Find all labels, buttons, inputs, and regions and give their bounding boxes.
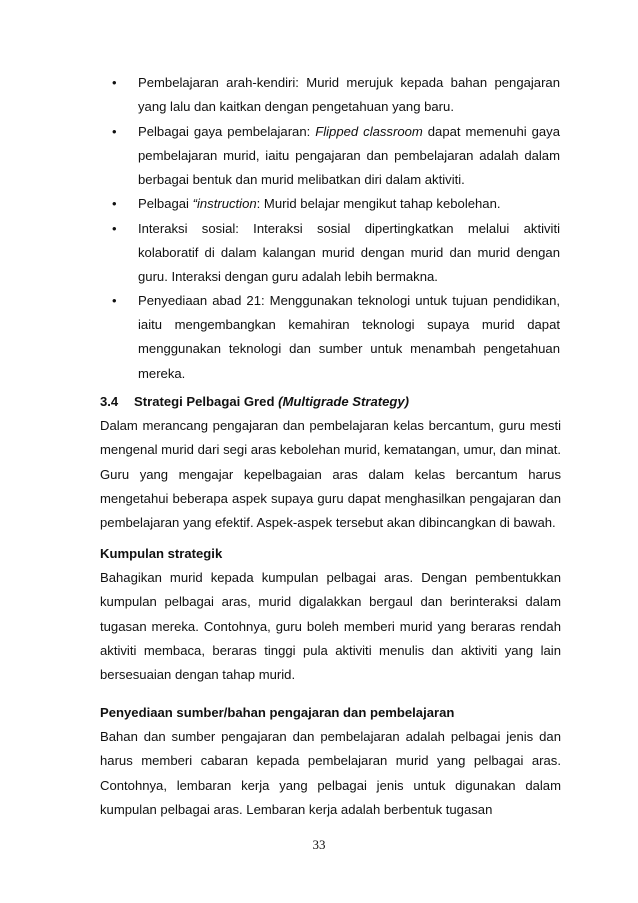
bullet-text: Pelbagai gaya pembelajaran:: [138, 124, 316, 139]
bullet-text: Pelbagai: [138, 196, 193, 211]
bullet-item: [100, 192, 560, 216]
bullet-icon: •: [112, 75, 117, 90]
bullet-icon: •: [112, 293, 117, 308]
bullet-text: Interaksi sosial: Interaksi sosial dipertingkatkan melalui aktiviti kolaboratif di dalam kalangan murid dengan murid dan murid dengan guru. Interaksi dengan guru adalah lebih bermakna.: [138, 221, 560, 285]
section-body: Dalam merancang pengajaran dan pembelajaran kelas bercantum, guru mesti mengenal murid dari segi aras kebolehan murid, kematangan, umur, dan minat. Guru yang mengajar kepelbagaian aras dalam kelas bercantum harus mengetahui beberapa aspek supaya guru dapat menghasilkan pengajaran dan pembelajaran yang efektif. Aspek-aspek tersebut akan dibincangkan di bawah.: [100, 418, 561, 531]
section-title: Strategi Pelbagai Gred: [134, 394, 279, 409]
subsection-heading: Kumpulan strategik: [100, 546, 223, 561]
page-number: 33: [312, 837, 326, 852]
bullet-text: Pembelajaran arah-kendiri: Murid merujuk kepada bahan pengajaran yang lalu dan kaitkan dengan pengetahuan yang baru.: [138, 75, 560, 115]
bullet-text-italic: “instruction: [192, 196, 257, 211]
section-3-4: [100, 390, 561, 535]
subsection-body: Bahan dan sumber pengajaran dan pembelajaran adalah pelbagai jenis dan harus memberi cabaran kepada pembelajaran murid yang pelbagai aras. Contohnya, lembaran kerja yang pelbagai jenis untuk digunakan dalam kumpulan pelbagai aras. Lembaran kerja adalah berbentuk tugasan: [100, 729, 561, 817]
bullet-icon: •: [112, 221, 117, 236]
bullet-item: [100, 120, 560, 191]
subsection-sumber: [100, 701, 561, 822]
bullet-item: [100, 217, 560, 288]
bullet-text: Penyediaan abad 21: Menggunakan teknologi untuk tujuan pendidikan, iaitu mengembangkan kemahiran teknologi supaya murid dapat menggunakan teknologi dan sumber untuk menambah pengetahuan mereka.: [138, 293, 560, 381]
bullet-item: [100, 289, 560, 385]
bullet-icon: •: [112, 196, 117, 211]
subsection-kumpulan: [100, 542, 561, 687]
bullet-list: [100, 71, 560, 385]
bullet-text-rest: : Murid belajar mengikut tahap kebolehan.: [256, 196, 501, 211]
bullet-text-rest: dapat memenuhi gaya pembelajaran murid, iaitu pengajaran dan pembelajaran adalah dalam berbagai bentuk dan murid melibatkan diri dalam aktiviti.: [138, 124, 560, 188]
bullet-text-italic: Flipped classroom: [315, 124, 423, 139]
section-heading: [100, 390, 561, 414]
section-title-italic: (Multigrade Strategy): [278, 394, 410, 409]
bullet-item: [100, 71, 560, 119]
subsection-heading: Penyediaan sumber/bahan pengajaran dan pembelajaran: [100, 705, 455, 720]
bullet-icon: •: [112, 124, 117, 139]
subsection-body: Bahagikan murid kepada kumpulan pelbagai aras. Dengan pembentukkan kumpulan pelbagai aras, murid digalakkan bergaul dan berinteraksi dalam tugasan mereka. Contohnya, guru boleh memberi murid yang beraras rendah aktiviti membaca, beraras tinggi pula aktiviti menulis dan aktiviti yang lain bersesuaian dengan tahap murid.: [100, 570, 561, 683]
section-number: 3.4: [100, 394, 119, 409]
